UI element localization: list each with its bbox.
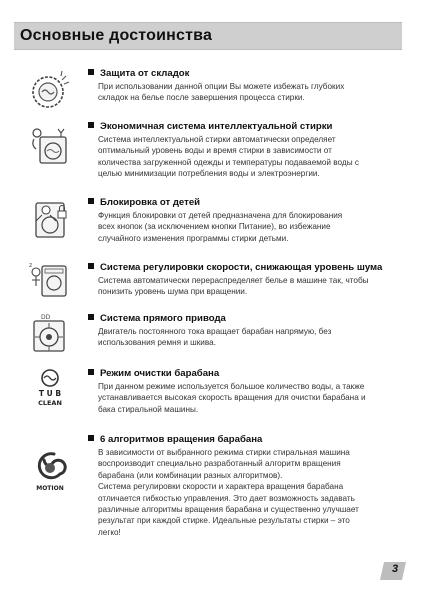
feature-description: В зависимости от выбранного режима стирки стиральная машина воспроизводит специально разработанный алгоритм вращения барабана (или комбинации разных алгоритмов). Система регулировки скорости и характера вращения барабана отличается гибкостью управления. Это дает возможность задавать различные алгоритмы вращения барабана и существенно улучшает результат при каждой стирке. Идеальные результаты стирки – это легко!	[98, 448, 359, 537]
feature-title: 6 алгоритмов вращения барабана	[88, 434, 262, 445]
feature-description: Система интеллектуальной стирки автоматически определяет оптимальный уровень воды и время стирки в зависимости от количества загруженной одежды и температуры подаваемой воды с целью минимизации потребления воды и электроэнергии.	[98, 135, 359, 179]
tub-clean-icon	[28, 366, 72, 410]
feature-title: Защита от складок	[88, 68, 189, 79]
feature-title: Система регулировки скорости, снижающая уровень шума	[88, 262, 382, 273]
feature-description: Система автоматически перераспределяет белье в машине так, чтобы понизить уровень шума при вращении.	[98, 276, 369, 297]
svg-text:MOTION: MOTION	[36, 485, 64, 492]
feature-title: Блокировка от детей	[88, 197, 200, 208]
feature-description: При данном режиме используется большое количество воды, а также устанавливается высокая скорость вращения для очистки барабана и бака стиральной машины.	[98, 382, 366, 414]
feature-title: Режим очистки барабана	[88, 368, 219, 379]
feature-description: При использовании данной опции Вы можете избежать глубоких складок на белье после завершения процесса стирки.	[98, 82, 345, 103]
feature-title: Экономичная система интеллектуальной стирки	[88, 121, 332, 132]
svg-text:CLEAN: CLEAN	[38, 399, 62, 407]
feature-description: Функция блокировки от детей предназначена для блокирования всех кнопок (за исключением кнопки Питание), во избежание случайного изменения программы стирки детьми.	[98, 211, 343, 243]
svg-text:z: z	[29, 262, 33, 269]
low-noise-icon	[28, 258, 72, 302]
svg-text:DD: DD	[41, 314, 51, 321]
page-title: Основные достоинства	[20, 27, 213, 44]
page-number: 3	[391, 563, 399, 575]
svg-text:T U B: T U B	[38, 389, 62, 398]
six-motion-icon	[28, 450, 72, 494]
feature-description: Двигатель постоянного тока вращает барабан напрямую, без использования ремня и шкива.	[98, 327, 332, 348]
feature-title: Система прямого привода	[88, 313, 226, 324]
child-lock-icon	[28, 197, 72, 241]
anti-crease-icon	[28, 70, 72, 114]
intelligent-wash-icon	[28, 123, 72, 167]
direct-drive-icon	[28, 313, 72, 357]
